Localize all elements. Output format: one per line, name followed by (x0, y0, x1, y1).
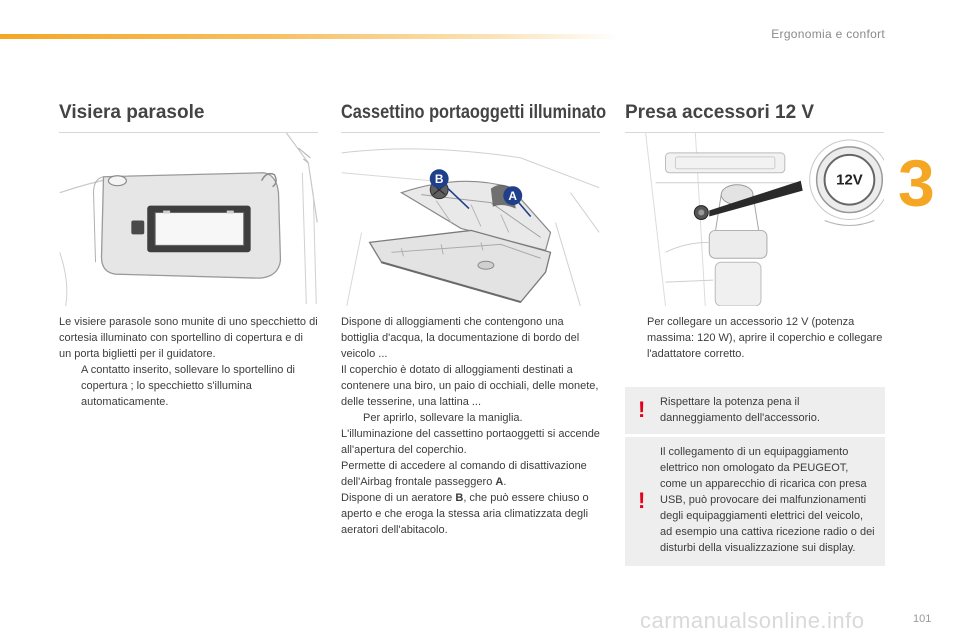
airbag-text: Permette di accedere al comando di disattivazione dell'Airbag frontale passeggero (341, 460, 587, 488)
warning-box-equipment (625, 437, 885, 566)
callout-a: A (508, 189, 518, 204)
title-visiera-parasole: Visiera parasole (59, 102, 205, 123)
warning-icon: ! (638, 396, 646, 422)
warning-icon: ! (638, 487, 646, 513)
glovebox-line-2: Il coperchio è dotato di alloggiamenti destinati a contenere una biro, un paio di occhiali, delle monete, delle tesserine, una lattina ... (341, 364, 599, 408)
visor-description: Le visiere parasole sono munite di uno specchietto di cortesia illuminato con sportellino di copertura e di un porta biglietti per il guidatore. (59, 316, 318, 360)
illustration-12v-socket (625, 132, 884, 306)
glovebox-line-4 (341, 458, 601, 490)
airbag-ref: A (495, 476, 504, 488)
glovebox-line-5 (341, 490, 601, 538)
callout-b: B (434, 172, 444, 187)
visor-bullet (59, 362, 318, 410)
illustration-sun-visor (59, 132, 318, 306)
visor-bullet-text: A contatto inserito, sollevare lo sportellino di copertura ; lo specchietto s'illumina automaticamente. (81, 364, 296, 408)
airbag-end: . (503, 476, 507, 488)
warning-box-power (625, 387, 885, 434)
vent-text: Dispone di un aeratore (341, 492, 453, 504)
glovebox-bullet-text: Per aprirlo, sollevare la maniglia. (363, 412, 523, 424)
top-accent-bar (0, 34, 620, 39)
vent-ref: B (455, 492, 464, 504)
visor-text (59, 314, 318, 410)
socket-text (625, 314, 885, 362)
sun-visor-drawing (59, 133, 318, 306)
glovebox-line-3: L'illuminazione del cassettino portaoggetti si accende all'apertura del coperchio. (341, 428, 600, 456)
chapter-number: 3 (898, 146, 935, 220)
warning-text-power: Rispettare la potenza pena il danneggiamento dell'accessorio. (660, 396, 820, 424)
title-presa-accessori: Presa accessori 12 V (625, 102, 815, 123)
title-cassettino-portaoggetti: Cassettino portaoggetti illuminato (341, 102, 607, 123)
socket-drawing (625, 133, 884, 306)
vent-end: , che può essere chiuso o aperto e che eroga la stessa aria climatizzata degli aeratori dell'abitacolo. (341, 492, 589, 536)
page-number: 101 (913, 613, 932, 625)
glovebox-text (341, 314, 601, 538)
watermark: carmanualsonline.info (640, 608, 865, 633)
socket-bullet-text: Per collegare un accessorio 12 V (potenza massima: 120 W), aprire il coperchio e collegare l'adattatore corretto. (647, 316, 883, 360)
glovebox-line-1: Dispone di alloggiamenti che contengono una bottiglia d'acqua, la documentazione di bordo del veicolo ... (341, 316, 580, 360)
socket-label: 12V (836, 172, 863, 189)
warning-text-equipment: Il collegamento di un equipaggiamento elettrico non omologato da PEUGEOT, come un apparecchio di ricarica con presa USB, può provocare dei malfunzionamenti degli equipaggiamenti elettrici del veicolo, ad esempio una cattiva ricezione radio o dei disturbi della visualizzazione sui display. (660, 446, 875, 554)
socket-bullet (625, 314, 885, 362)
glovebox-drawing (341, 133, 600, 306)
illustration-glovebox (341, 132, 600, 306)
glovebox-bullet (341, 410, 601, 426)
section-header: Ergonomia e confort (771, 27, 885, 41)
